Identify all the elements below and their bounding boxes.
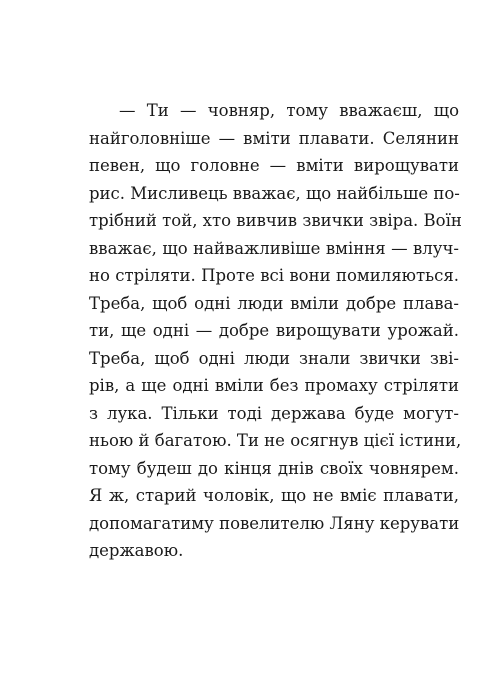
text-line: з лука. Тільки тоді держава буде могут-	[89, 403, 459, 423]
text-line: Я ж, старий чоловік, що не вміє плавати,	[89, 486, 459, 505]
paragraph	[89, 97, 462, 565]
text-line: вважає, що найважливіше вміння — влуч-	[89, 238, 459, 258]
text-line: допомагатиму повелителю Ляну керувати	[89, 513, 460, 533]
text-line: державою.	[89, 541, 184, 560]
text-line: певен, що головне — вміти вирощувати	[89, 156, 459, 175]
text-line: ньою й багатою. Ти не осягнув цієї істини,	[89, 431, 462, 450]
text-line: Треба, щоб одні люди знали звички зві-	[89, 348, 459, 368]
text-line: рис. Мисливець вважає, що найбільше по-	[89, 183, 460, 203]
text-line: найголовніше — вміти плавати. Селянин	[89, 128, 459, 148]
text-line: ти, ще одні — добре вирощувати урожай.	[89, 321, 459, 340]
text-line: но стріляти. Проте всі вони помиляються.	[89, 266, 459, 285]
text-line: рів, а ще одні вміли без промаху стріляти	[89, 376, 459, 395]
text-line: — Ти — човняр, тому вважаєш, що	[119, 101, 459, 120]
text-line: Треба, щоб одні люди вміли добре плава-	[89, 293, 459, 313]
text-line: тому будеш до кінця днів своїх човнярем.	[89, 458, 459, 478]
text-line: трібний той, хто вивчив звички звіра. Воїн	[89, 211, 462, 230]
